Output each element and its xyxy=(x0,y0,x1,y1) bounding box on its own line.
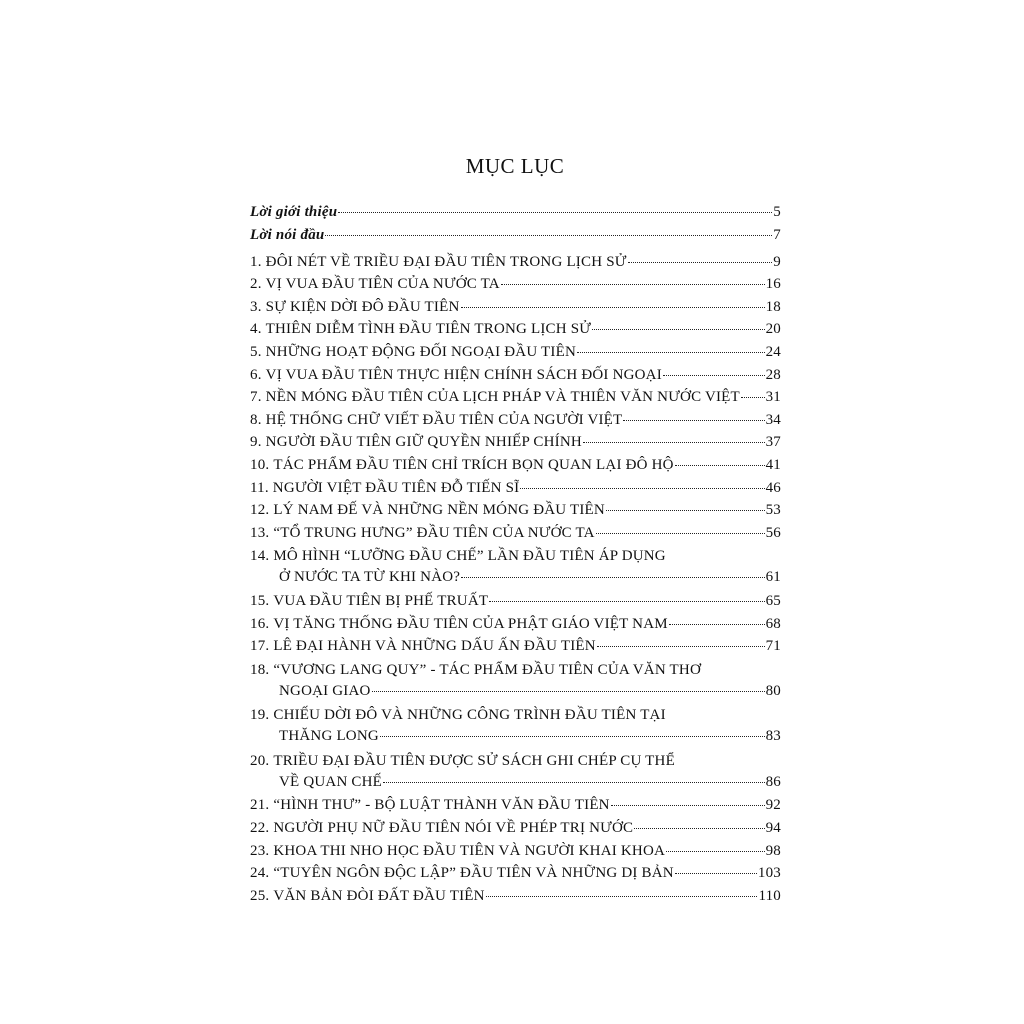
dot-leader xyxy=(592,329,764,330)
toc-entry-number: 15. xyxy=(250,592,270,609)
toc-entry-number: 16. xyxy=(250,615,270,632)
toc-entry-line1 xyxy=(250,705,781,726)
toc-entry xyxy=(250,705,781,747)
dot-leader xyxy=(380,736,765,737)
toc-entry xyxy=(250,411,781,430)
toc-entry-line2 xyxy=(250,772,781,793)
toc-entry xyxy=(250,842,781,861)
toc-entry-number: 12. xyxy=(250,502,270,519)
toc-entry xyxy=(250,253,781,272)
dot-leader xyxy=(583,442,765,443)
toc-entry-page: 34 xyxy=(765,411,781,428)
toc-entry-title-continued: NGOẠI GIAO xyxy=(279,682,371,699)
toc-entry xyxy=(250,479,781,498)
toc-entry-title: KHOA THI NHO HỌC ĐẦU TIÊN VÀ NGƯỜI KHAI KHOA xyxy=(273,842,666,859)
toc-entry-title: CHIẾU DỜI ĐÔ VÀ NHỮNG CÔNG TRÌNH ĐẦU TIÊN TẠI xyxy=(273,707,666,724)
toc-entry-page: 98 xyxy=(765,842,781,859)
toc-entry xyxy=(250,796,781,815)
toc-entry-intro xyxy=(250,203,781,222)
dot-leader xyxy=(675,465,765,466)
toc-entry-page: 18 xyxy=(765,298,781,315)
toc-entry-title: “HÌNH THƯ” - BỘ LUẬT THÀNH VĂN ĐẦU TIÊN xyxy=(273,797,610,814)
dot-leader xyxy=(634,828,764,829)
toc-entry-page: 28 xyxy=(765,366,781,383)
toc-entry-page: 110 xyxy=(758,887,781,904)
toc-entry-number: 4. xyxy=(250,321,262,338)
dot-leader xyxy=(486,896,758,897)
toc-entry-line2 xyxy=(250,681,781,702)
toc-entry-number: 13. xyxy=(250,524,270,541)
toc-entry-preface xyxy=(250,226,781,245)
toc-entry xyxy=(250,366,781,385)
toc-entry-page: 24 xyxy=(765,343,781,360)
toc-entry xyxy=(250,660,781,702)
toc-entry-page: 56 xyxy=(765,524,781,541)
toc-entry xyxy=(250,388,781,407)
toc-entry-title: LÝ NAM ĐẾ VÀ NHỮNG NỀN MÓNG ĐẦU TIÊN xyxy=(273,502,605,519)
toc-entry-page: 46 xyxy=(765,479,781,496)
toc-entry-page: 41 xyxy=(765,456,781,473)
toc-entry-title: TRIỀU ĐẠI ĐẦU TIÊN ĐƯỢC SỬ SÁCH GHI CHÉP CỤ THỂ xyxy=(273,752,675,769)
toc-entry-number: 17. xyxy=(250,638,270,655)
toc-entry-title: VỊ TĂNG THỐNG ĐẦU TIÊN CỦA PHẬT GIÁO VIỆT NAM xyxy=(273,615,668,632)
toc-entry-page: 5 xyxy=(773,204,781,220)
toc-entry xyxy=(250,524,781,543)
toc-entry-number: 14. xyxy=(250,548,270,565)
dot-leader xyxy=(611,805,765,806)
dot-leader xyxy=(628,262,773,263)
toc-entry xyxy=(250,637,781,656)
toc-entry-line1 xyxy=(250,546,781,567)
toc-entry-title: “TUYÊN NGÔN ĐỘC LẬP” ĐẦU TIÊN VÀ NHỮNG DỊ BẢN xyxy=(273,865,674,882)
toc-entry-title: HỆ THỐNG CHỮ VIẾT ĐẦU TIÊN CỦA NGƯỜI VIỆT xyxy=(265,411,623,428)
toc-entry-page: 61 xyxy=(765,569,781,586)
dot-leader xyxy=(372,691,765,692)
dot-leader xyxy=(666,851,765,852)
toc-entry-number: 5. xyxy=(250,343,262,360)
toc-entry-title: LÊ ĐẠI HÀNH VÀ NHỮNG DẤU ẤN ĐẦU TIÊN xyxy=(273,638,596,655)
toc-entry-line2 xyxy=(250,567,781,588)
toc-entry-title: Lời nói đầu xyxy=(250,226,325,243)
dot-leader xyxy=(461,307,765,308)
toc-entry-title: VUA ĐẦU TIÊN BỊ PHẾ TRUẤT xyxy=(273,592,489,609)
toc-entry-title-continued: VỀ QUAN CHẾ xyxy=(279,773,383,790)
toc-entry-title: “VƯƠNG LANG QUY” - TÁC PHẨM ĐẦU TIÊN CỦA VĂN THƠ xyxy=(273,661,701,678)
toc-entry xyxy=(250,615,781,634)
toc-entry-line1 xyxy=(250,660,781,681)
toc-entry-page: 68 xyxy=(765,615,781,632)
toc-entry-page: 31 xyxy=(765,389,781,406)
dot-leader xyxy=(338,212,772,213)
dot-leader xyxy=(577,352,765,353)
toc-entry-number: 11. xyxy=(250,479,269,496)
table-of-contents xyxy=(250,203,781,909)
toc-entry-title: MÔ HÌNH “LƯỠNG ĐẦU CHẾ” LẦN ĐẦU TIÊN ÁP DỤNG xyxy=(273,548,666,565)
toc-entry-page: 65 xyxy=(765,592,781,609)
toc-entry-page: 80 xyxy=(765,682,781,699)
toc-entry-number: 25. xyxy=(250,887,270,904)
dot-leader xyxy=(606,510,765,511)
toc-entry xyxy=(250,546,781,588)
toc-entry-title: SỰ KIỆN DỜI ĐÔ ĐẦU TIÊN xyxy=(265,298,460,315)
toc-entry-page: 16 xyxy=(765,276,781,293)
dot-leader xyxy=(596,533,765,534)
toc-entry xyxy=(250,819,781,838)
toc-entry-title-continued: Ở NƯỚC TA TỪ KHI NÀO? xyxy=(279,569,461,586)
toc-entry-page: 71 xyxy=(765,638,781,655)
dot-leader xyxy=(663,375,765,376)
toc-entry-title: NGƯỜI PHỤ NỮ ĐẦU TIÊN NÓI VỀ PHÉP TRỊ NƯỚC xyxy=(273,820,634,837)
dot-leader xyxy=(741,397,765,398)
toc-entry-number: 19. xyxy=(250,707,270,724)
toc-entry-number: 20. xyxy=(250,752,270,769)
toc-entry xyxy=(250,751,781,793)
toc-entry xyxy=(250,343,781,362)
toc-entry-number: 22. xyxy=(250,820,270,837)
toc-entry-title: Lời giới thiệu xyxy=(250,204,338,220)
toc-entry-title: VỊ VUA ĐẦU TIÊN THỰC HIỆN CHÍNH SÁCH ĐỐI NGOẠI xyxy=(265,366,662,383)
toc-entry-number: 6. xyxy=(250,366,262,383)
toc-entry xyxy=(250,275,781,294)
toc-entry-number: 3. xyxy=(250,298,262,315)
toc-entry-number: 21. xyxy=(250,797,270,814)
toc-entry-number: 24. xyxy=(250,865,270,882)
toc-entry-page: 83 xyxy=(765,728,781,745)
dot-leader xyxy=(489,601,764,602)
toc-entry-title: THIÊN DIỄM TÌNH ĐẦU TIÊN TRONG LỊCH SỬ xyxy=(265,321,592,338)
toc-entry-line2 xyxy=(250,726,781,747)
chapter-list xyxy=(250,253,781,906)
toc-entry-page: 103 xyxy=(757,865,781,882)
toc-entry-title: “TỔ TRUNG HƯNG” ĐẦU TIÊN CỦA NƯỚC TA xyxy=(273,524,595,541)
toc-entry xyxy=(250,320,781,339)
toc-entry-number: 23. xyxy=(250,842,270,859)
toc-entry-page: 92 xyxy=(765,797,781,814)
toc-entry-number: 8. xyxy=(250,411,262,428)
toc-entry-title: NHỮNG HOẠT ĐỘNG ĐỐI NGOẠI ĐẦU TIÊN xyxy=(265,343,577,360)
toc-entry-number: 18. xyxy=(250,661,270,678)
toc-entry-title: VĂN BẢN ĐÒI ĐẤT ĐẦU TIÊN xyxy=(273,887,485,904)
dot-leader xyxy=(520,488,764,489)
toc-entry-title: NỀN MÓNG ĐẦU TIÊN CỦA LỊCH PHÁP VÀ THIÊN VĂN NƯỚC VIỆT xyxy=(265,389,740,406)
toc-entry-number: 2. xyxy=(250,276,262,293)
page-title: MỤC LỤC xyxy=(465,154,565,178)
toc-entry-page: 53 xyxy=(765,502,781,519)
dot-leader xyxy=(669,624,765,625)
toc-entry xyxy=(250,298,781,317)
toc-entry-title: NGƯỜI VIỆT ĐẦU TIÊN ĐỖ TIẾN SĨ xyxy=(272,479,520,496)
toc-entry-title: ĐÔI NÉT VỀ TRIỀU ĐẠI ĐẦU TIÊN TRONG LỊCH SỬ xyxy=(265,253,627,270)
toc-entry xyxy=(250,456,781,475)
toc-entry-number: 7. xyxy=(250,389,262,406)
toc-entry-title: TÁC PHẨM ĐẦU TIÊN CHỈ TRÍCH BỌN QUAN LẠI ĐÔ HỘ xyxy=(273,456,674,473)
dot-leader xyxy=(623,420,764,421)
dot-leader xyxy=(461,577,764,578)
toc-entry-line1 xyxy=(250,751,781,772)
toc-entry-title-continued: THĂNG LONG xyxy=(279,728,379,745)
toc-entry-title: VỊ VUA ĐẦU TIÊN CỦA NƯỚC TA xyxy=(265,276,500,293)
dot-leader xyxy=(325,235,772,236)
toc-entry-page: 7 xyxy=(773,226,781,243)
toc-entry-number: 10. xyxy=(250,456,270,473)
toc-entry xyxy=(250,433,781,452)
toc-entry-title: NGƯỜI ĐẦU TIÊN GIỮ QUYỀN NHIẾP CHÍNH xyxy=(265,434,582,451)
dot-leader xyxy=(383,782,765,783)
toc-entry-page: 20 xyxy=(765,321,781,338)
toc-entry-number: 1. xyxy=(250,253,262,270)
intro-entries xyxy=(250,203,781,245)
toc-entry-page: 94 xyxy=(765,820,781,837)
toc-entry xyxy=(250,864,781,883)
toc-entry xyxy=(250,887,781,906)
dot-leader xyxy=(501,284,765,285)
toc-entry xyxy=(250,592,781,611)
toc-entry-number: 9. xyxy=(250,434,262,451)
toc-entry-page: 86 xyxy=(765,773,781,790)
dot-leader xyxy=(675,873,757,874)
toc-entry xyxy=(250,501,781,520)
dot-leader xyxy=(597,646,765,647)
toc-entry-page: 9 xyxy=(773,253,781,270)
toc-entry-page: 37 xyxy=(765,434,781,451)
